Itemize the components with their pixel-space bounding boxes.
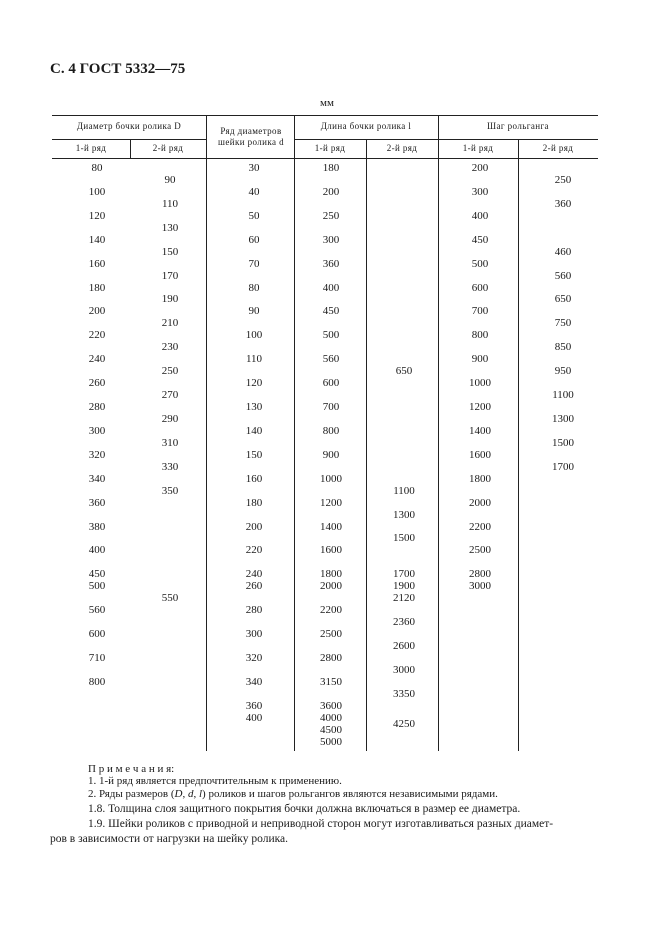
table-cell: 2120 [393, 592, 415, 605]
table-cell: 500 [88, 580, 106, 593]
table-cell: 150 [161, 245, 179, 258]
table-cell: 140 [88, 233, 106, 246]
table-cell: 280 [88, 401, 106, 413]
table-cell: 700 [322, 401, 340, 413]
table-cell: 2500 [469, 544, 491, 557]
header-l-row1: 1-й ряд [314, 143, 346, 153]
table-cell: 130 [245, 401, 263, 413]
notes-title: П р и м е ч а н и я: [88, 763, 175, 775]
table-cell: 260 [88, 377, 106, 390]
table-cell: 110 [161, 197, 179, 210]
table-cell: 1500 [393, 532, 415, 545]
table-cell: 2000 [469, 496, 491, 509]
table-cell: 1200 [469, 401, 491, 413]
table-cell: 130 [161, 221, 179, 234]
table-cell: 2200 [320, 604, 342, 617]
table-divider [438, 115, 439, 751]
table-cell: 180 [322, 162, 340, 174]
table-cell: 50 [248, 209, 260, 222]
table-cell: 250 [554, 173, 572, 186]
table-cell: 5000 [320, 735, 342, 748]
table-cell: 1200 [320, 496, 342, 509]
table-cell: 4250 [393, 717, 415, 730]
page-header: С. 4 ГОСТ 5332—75 [50, 61, 186, 77]
table-cell: 450 [322, 305, 340, 318]
table-cell: 150 [245, 448, 263, 461]
table-cell: 220 [88, 329, 106, 342]
table-cell: 3600 [320, 699, 342, 712]
note-2-sep1: , [182, 788, 188, 800]
table-cell: 1000 [320, 472, 342, 485]
table-cell: 3000 [393, 663, 415, 676]
note-2-d: d [187, 788, 194, 800]
table-cell: 180 [88, 281, 106, 294]
table-cell: 600 [322, 377, 340, 390]
table-cell: 360 [554, 197, 572, 210]
table-cell: 200 [88, 305, 106, 318]
table-cell: 180 [245, 496, 263, 509]
table-cell: 250 [322, 209, 340, 222]
table-header-bottom-rule [52, 158, 598, 159]
paragraph-1-8: 1.8. Толщина слоя защитного покрытия бочки должна включаться в размер ее диаметра. [88, 803, 521, 815]
table-cell: 340 [245, 675, 263, 688]
table-cell: 900 [322, 448, 340, 461]
table-cell: 140 [245, 424, 263, 437]
table-cell: 450 [88, 568, 106, 581]
table-cell: 600 [471, 281, 489, 294]
table-cell: 550 [161, 592, 179, 605]
table-cell: 290 [161, 412, 179, 425]
table-cell: 1300 [552, 412, 574, 425]
table-cell: 1100 [393, 484, 415, 497]
table-cell: 1300 [393, 508, 415, 521]
table-cell: 800 [88, 675, 106, 688]
table-cell: 560 [554, 269, 572, 282]
table-cell: 2200 [469, 520, 491, 533]
table-divider [206, 115, 207, 751]
table-cell: 300 [471, 185, 489, 198]
table-divider [518, 139, 519, 751]
table-cell: 300 [245, 628, 263, 641]
table-cell: 750 [554, 317, 572, 330]
table-cell: 1500 [552, 436, 574, 449]
paragraph-1-9-line2: ров в зависимости от нагрузки на шейку ролика. [50, 833, 288, 845]
table-cell: 300 [322, 233, 340, 246]
table-cell: 1900 [393, 580, 415, 593]
table-cell: 260 [245, 580, 263, 593]
table-cell: 800 [471, 329, 489, 342]
paragraph-1-9-line1: 1.9. Шейки роликов с приводной и неприводной сторон могут изготавливаться разных диамет- [88, 818, 554, 830]
table-cell: 4000 [320, 711, 342, 724]
table-cell: 320 [88, 448, 106, 461]
header-pitch-row1: 1-й ряд [462, 143, 494, 153]
table-cell: 400 [322, 281, 340, 294]
table-cell: 30 [248, 162, 260, 174]
table-cell: 2800 [469, 568, 491, 581]
table-cell: 800 [322, 424, 340, 437]
table-cell: 1800 [469, 472, 491, 485]
table-cell: 160 [88, 257, 106, 270]
table-cell: 190 [161, 293, 179, 306]
header-l-row2: 2-й ряд [386, 143, 418, 153]
table-cell: 500 [322, 329, 340, 342]
table-cell: 90 [248, 305, 260, 318]
note-2-pre: 2. Ряды размеров ( [88, 788, 175, 800]
table-cell: 200 [245, 520, 263, 533]
table-cell: 2600 [393, 640, 415, 652]
header-d-row1: 1-й ряд [75, 143, 107, 153]
table-cell: 1700 [393, 568, 415, 581]
table-cell: 3350 [393, 687, 415, 700]
note-2-l: l [198, 788, 203, 800]
table-cell: 460 [554, 245, 572, 258]
table-cell: 120 [245, 377, 263, 390]
table-cell: 600 [88, 628, 106, 641]
note-1: 1. 1-й ряд является предпочтительным к применению. [88, 775, 342, 787]
unit-label: мм [320, 97, 334, 109]
table-cell: 340 [88, 472, 106, 485]
table-cell: 230 [161, 341, 179, 354]
table-cell: 270 [161, 389, 179, 402]
table-cell: 200 [322, 185, 340, 198]
table-cell: 1600 [320, 544, 342, 557]
table-cell: 120 [88, 209, 106, 222]
table-cell: 1100 [552, 389, 574, 402]
header-neck-diameter-row: Ряд диаметров шейки ролика d [218, 126, 284, 147]
table-cell: 400 [471, 209, 489, 222]
table-cell: 650 [395, 365, 413, 378]
header-barrel-diameter-text: Диаметр бочки ролика D [76, 121, 182, 131]
table-cell: 360 [322, 257, 340, 270]
table-cell: 4500 [320, 723, 342, 736]
table-cell: 310 [161, 436, 179, 449]
table-cell: 1400 [320, 520, 342, 533]
header-pitch-row2: 2-й ряд [542, 143, 574, 153]
table-cell: 450 [471, 233, 489, 246]
table-cell: 170 [161, 269, 179, 282]
table-cell: 380 [88, 520, 106, 533]
table-cell: 1400 [469, 424, 491, 437]
table-cell: 210 [161, 317, 179, 330]
table-cell: 1700 [552, 460, 574, 473]
table-cell: 220 [245, 544, 263, 557]
header-roller-pitch: Шаг рольганга [487, 121, 549, 131]
table-cell: 2360 [393, 616, 415, 629]
table-cell: 900 [471, 353, 489, 366]
table-cell: 80 [91, 162, 103, 174]
table-cell: 240 [88, 353, 106, 366]
table-cell: 400 [245, 711, 263, 724]
header-d-row2: 2-й ряд [152, 143, 184, 153]
table-cell: 3000 [469, 580, 491, 593]
header-barrel-diameter [52, 121, 206, 132]
table-cell: 2500 [320, 628, 342, 641]
table-sub-rule-lp [294, 139, 598, 140]
table-cell: 100 [88, 185, 106, 198]
table-cell: 1800 [320, 568, 342, 581]
table-divider [366, 139, 367, 751]
table-cell: 240 [245, 568, 263, 581]
table-cell: 850 [554, 341, 572, 354]
table-cell: 500 [471, 257, 489, 270]
header-barrel-length: Длина бочки ролика l [320, 121, 412, 131]
table-cell: 90 [164, 173, 176, 186]
table-cell: 200 [471, 162, 489, 174]
table-cell: 70 [248, 257, 260, 270]
note-2-sep2: , [193, 788, 199, 800]
table-cell: 710 [88, 651, 106, 664]
table-cell: 160 [245, 472, 263, 485]
table-cell: 360 [245, 699, 263, 712]
table-cell: 2800 [320, 651, 342, 664]
table-cell: 110 [245, 353, 263, 366]
table-top-rule [52, 115, 598, 116]
table-sub-rule-d [52, 139, 206, 140]
note-2 [88, 788, 498, 800]
table-cell: 950 [554, 365, 572, 378]
table-cell: 350 [161, 484, 179, 497]
table-cell: 650 [554, 293, 572, 306]
table-cell: 3150 [320, 675, 342, 688]
table-cell: 320 [245, 651, 263, 664]
table-cell: 400 [88, 544, 106, 557]
table-cell: 300 [88, 424, 106, 437]
table-cell: 560 [322, 353, 340, 366]
table-cell: 100 [245, 329, 263, 342]
note-2-D: D [174, 788, 183, 800]
table-cell: 1600 [469, 448, 491, 461]
table-cell: 2000 [320, 580, 342, 593]
table-divider [294, 115, 295, 751]
table-cell: 330 [161, 460, 179, 473]
table-cell: 360 [88, 496, 106, 509]
table-cell: 80 [248, 281, 260, 294]
table-cell: 560 [88, 604, 106, 617]
table-cell: 60 [248, 233, 260, 246]
table-cell: 40 [248, 185, 260, 198]
table-cell: 1000 [469, 377, 491, 390]
table-cell: 280 [245, 604, 263, 617]
note-2-post: ) роликов и шагов рольгангов являются независимыми рядами. [202, 788, 498, 800]
table-cell: 700 [471, 305, 489, 318]
table-cell: 250 [161, 365, 179, 378]
